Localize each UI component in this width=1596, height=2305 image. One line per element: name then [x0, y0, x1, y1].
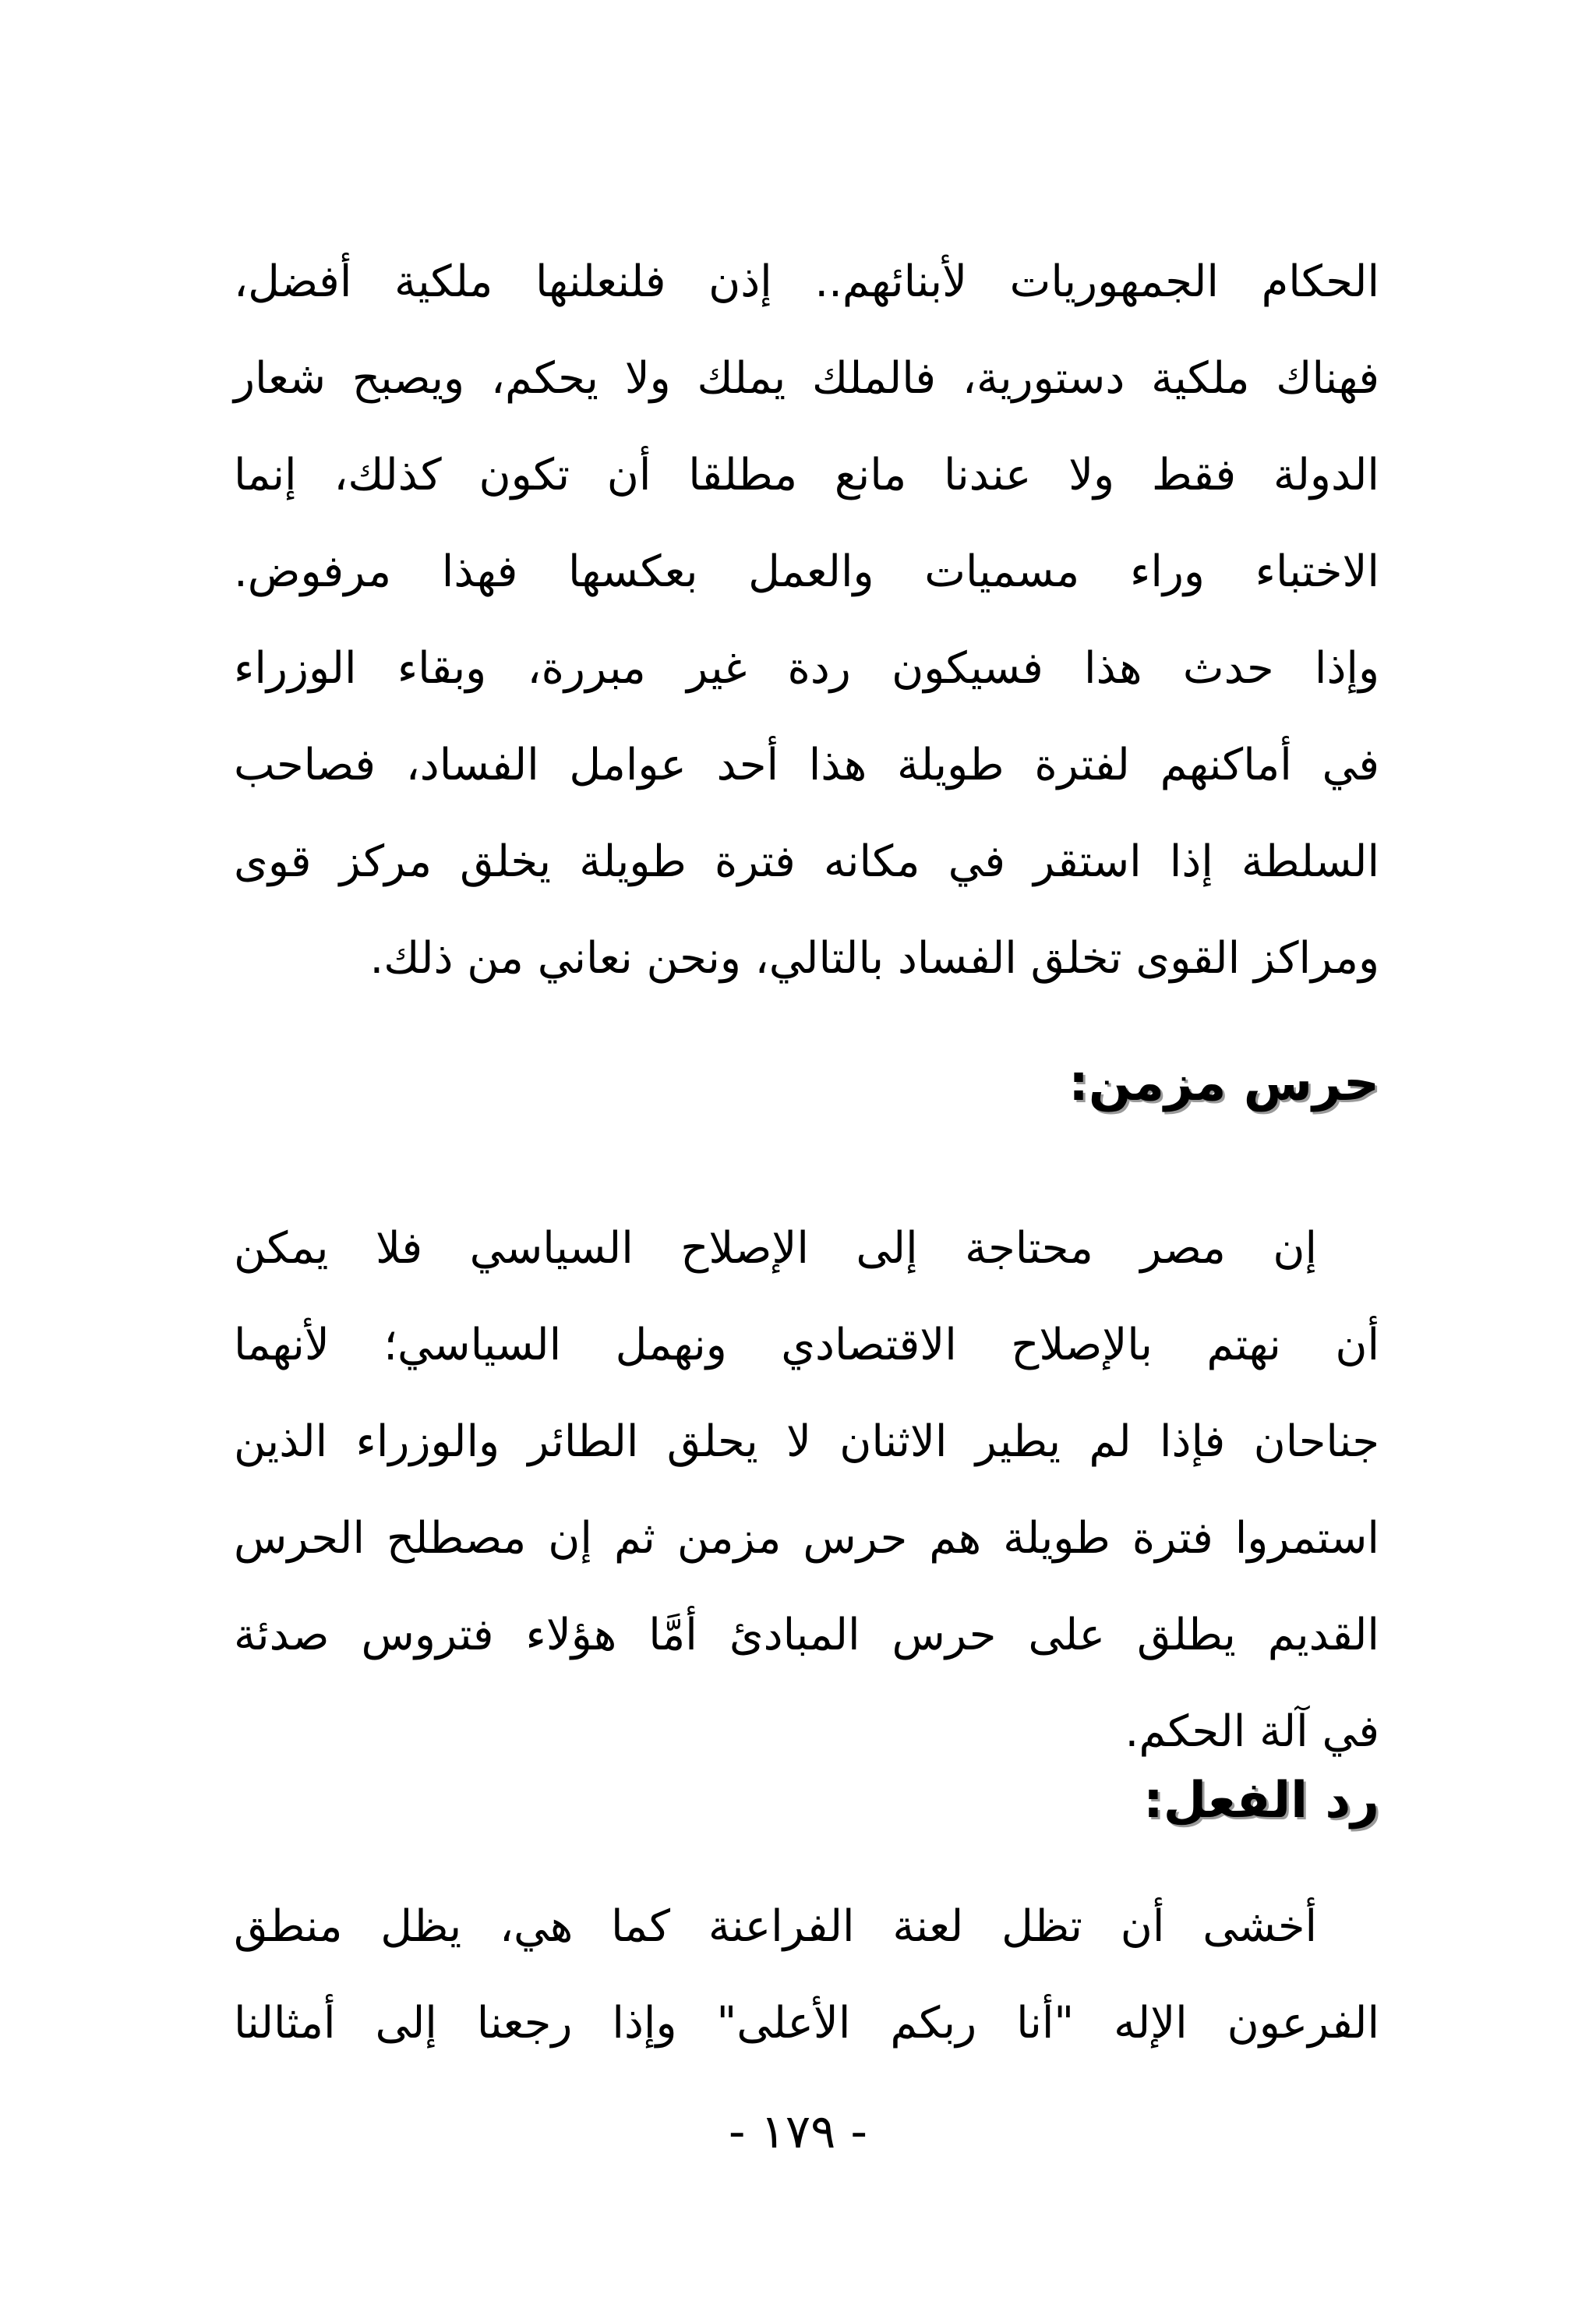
- text-line: الحكام الجمهوريات لأبنائهم.. إذن فلنعلنها ملكية أفضل،: [234, 256, 1379, 307]
- text-line: في آلة الحكم.: [1125, 1706, 1379, 1757]
- paragraph-continuation: [234, 234, 1379, 1007]
- text-line: استمروا فترة طويلة هم حرس مزمن ثم إن مصطلح الحرس: [234, 1513, 1379, 1564]
- text-line: أن نهتم بالإصلاح الاقتصادي ونهمل السياسي؛ لأنهما: [234, 1320, 1379, 1370]
- paragraph: [234, 1200, 1379, 1780]
- text-line: الاختباء وراء مسميات والعمل بعكسها فهذا مرفوض.: [234, 546, 1379, 597]
- page-number: - ١٧٩ -: [728, 2105, 868, 2159]
- text-line: إن مصر محتاجة إلى الإصلاح السياسي فلا يمكن: [234, 1223, 1317, 1274]
- text-line: وإذا حدث هذا فسيكون ردة غير مبررة، وبقاء الوزراء: [234, 643, 1379, 694]
- text-line: أخشى أن تظل لعنة الفراعنة كما هي، يظل منطق: [234, 1901, 1317, 1952]
- text-line: القديم يطلق على حرس المبادئ أمَّا هؤلاء فتروس صدئة: [234, 1610, 1379, 1660]
- section-heading: حرس مزمن:: [1068, 1055, 1379, 1112]
- text-line: ومراكز القوى تخلق الفساد بالتالي، ونحن نعاني من ذلك.: [369, 933, 1379, 984]
- paragraph: [234, 1879, 1379, 2072]
- text-line: في أماكنهم لفترة طويلة هذا أحد عوامل الفساد، فصاحب: [234, 740, 1379, 790]
- text-line: السلطة إذا استقر في مكانه فترة طويلة يخلق مركز قوى: [234, 836, 1379, 887]
- text-line: جناحان فإذا لم يطير الاثنان لا يحلق الطائر والوزراء الذين: [234, 1416, 1379, 1467]
- text-line: الفرعون الإله "أنا ربكم الأعلى" وإذا رجعنا إلى أمثالنا: [234, 1998, 1379, 2049]
- section-heading: رد الفعل:: [1143, 1772, 1379, 1830]
- text-line: فهناك ملكية دستورية، فالملك يملك ولا يحكم، ويصبح شعار: [234, 353, 1379, 404]
- text-line: الدولة فقط ولا عندنا مانع مطلقا أن تكون كذلك، إنما: [234, 450, 1379, 500]
- document-page: [234, 0, 1379, 2305]
